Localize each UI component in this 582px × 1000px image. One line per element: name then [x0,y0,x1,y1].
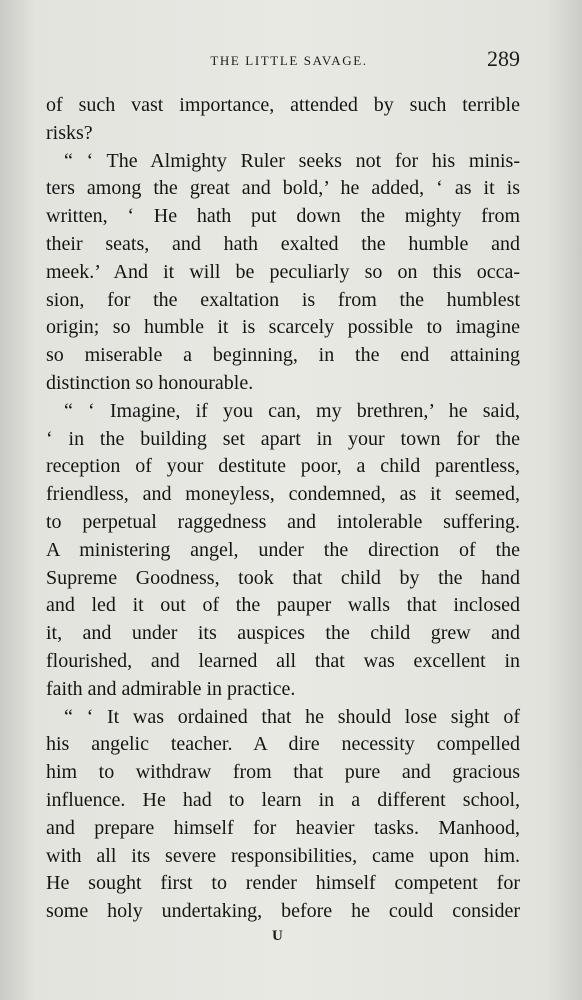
text-line: distinction so honourable. [46,371,254,394]
text-line: “ ‘ It was ordained that he should lose sight of [64,705,520,728]
text-line: reception of your destitute poor, a child parentless, [46,455,520,478]
text-line: and prepare himself for heavier tasks. Manhood, [46,816,520,839]
text-line: Supreme Goodness, took that child by the hand [46,566,520,589]
text-line: sion, for the exaltation is from the humblest [46,288,520,311]
text-line: “ ‘ The Almighty Ruler seeks not for his minis- [64,149,520,172]
text-line: He sought first to render himself competent for [46,872,520,895]
text-line: him to withdraw from that pure and gracious [46,761,520,784]
body-text [46,92,520,926]
text-line: and led it out of the pauper walls that inclosed [46,594,520,617]
text-line: to perpetual raggedness and intolerable suffering. [46,510,520,533]
text-line: “ ‘ Imagine, if you can, my brethren,’ he said, [64,399,520,422]
text-line: their seats, and hath exalted the humble and [46,232,520,255]
text-line: friendless, and moneyless, condemned, as it seemed, [46,483,520,506]
text-line: influence. He had to learn in a different school, [46,788,520,811]
text-line: written, ‘ He hath put down the mighty from [46,205,520,228]
text-line: it, and under its auspices the child grew and [46,622,520,645]
text-line: ‘ in the building set apart in your town for the [46,427,520,450]
text-line: some holy undertaking, before he could consider [46,900,520,923]
text-line: of such vast importance, attended by such terrible [46,94,520,116]
signature-mark: U [272,928,283,944]
text-line: with all its severe responsibilities, came upon him. [46,844,520,867]
text-line: his angelic teacher. A dire necessity compelled [46,733,520,756]
running-head: THE LITTLE SAVAGE. [210,53,368,68]
text-line: A ministering angel, under the direction of the [46,538,520,561]
text-line: risks? [46,121,93,144]
page-header [46,46,520,76]
text-line: so miserable a beginning, in the end attaining [46,344,520,367]
text-line: flourished, and learned all that was excellent in [46,649,520,672]
text-line: ters among the great and bold,’ he added, ‘ as it is [46,177,520,200]
text-line: origin; so humble it is scarcely possible to imagine [46,316,520,339]
text-line: meek.’ And it will be peculiarly so on this occa- [46,260,520,283]
text-line: faith and admirable in practice. [46,677,296,700]
page-number: 289 [487,46,520,71]
